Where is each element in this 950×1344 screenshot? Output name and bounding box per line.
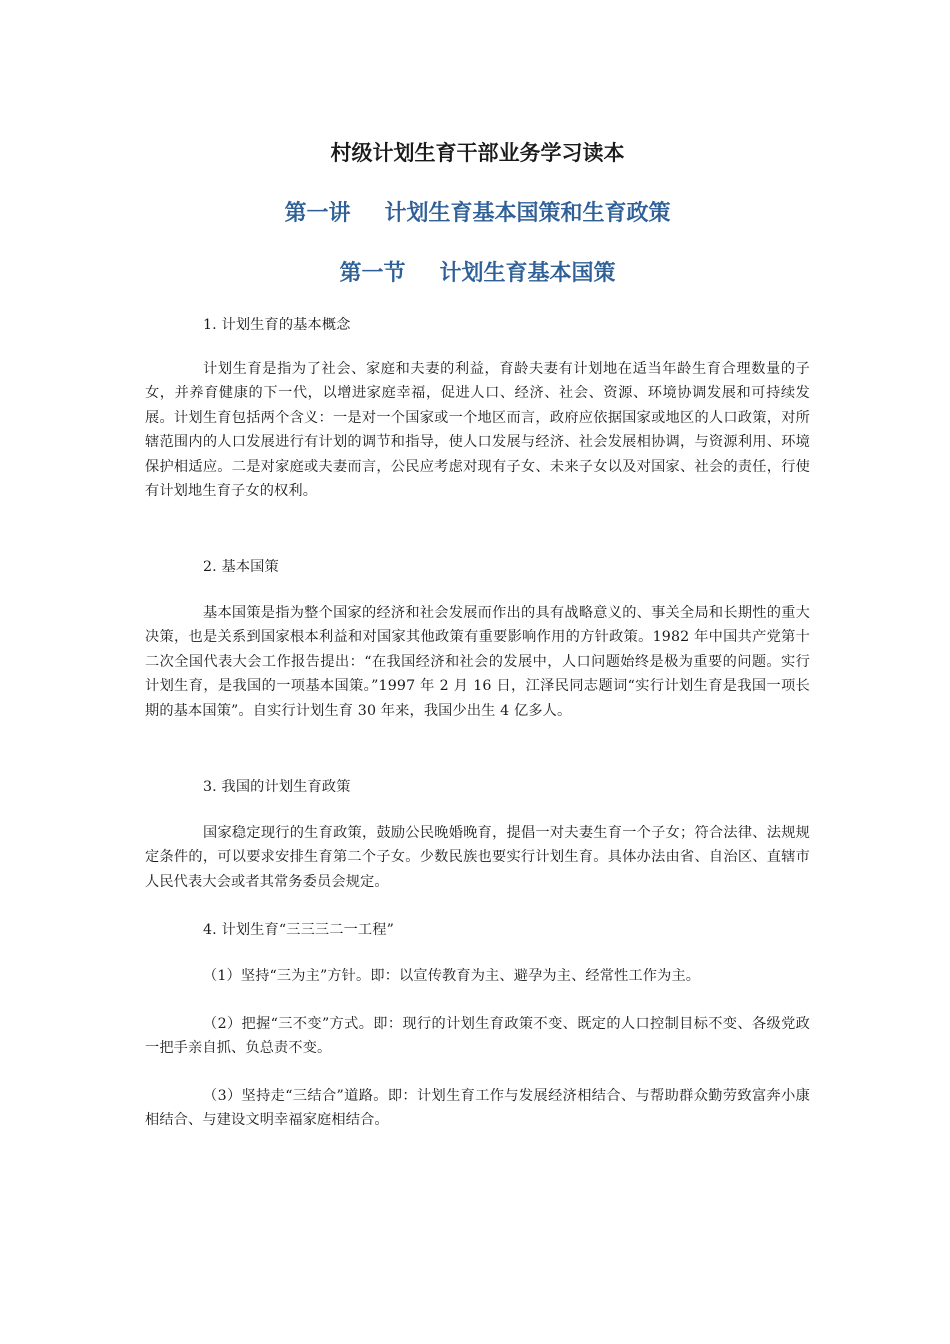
item-heading-4: 4. 计划生育“三三三二一工程” [203, 922, 395, 938]
lecture-title: 计划生育基本国策和生育政策 [384, 201, 671, 226]
lecture-number: 第一讲 [284, 201, 351, 226]
paragraph-concept: 计划生育是指为了社会、家庭和夫妻的利益，育龄夫妻有计划地在适当年龄生育合理数量的子女，并养育健康的下一代，以增进家庭幸福，促进人口、经济、社会、资源、环境协调发展和可持续发展。计划生育包括两个含义：一是对一个国家或一个地区而言，政府应依据国家或地区的人口政策，对所辖范围内的人口发展进行有计划的调节和指导，使人口发展与经济、社会发展相协调，与资源利用、环境保护相适应。二是对家庭或夫妻而言，公民应考虑对现有子女、未来子女以及对国家、社会的责任，行使有计划地生育子女的权利。 [145, 361, 810, 500]
item-heading-1: 1. 计划生育的基本概念 [203, 317, 351, 333]
section-title: 计划生育基本国策 [439, 261, 616, 286]
paragraph-point-2: （2）把握“三不变”方式。即：现行的计划生育政策不变、既定的人口控制目标不变、各级党政一把手亲自抓、负总责不变。 [145, 1016, 810, 1057]
section-number: 第一节 [339, 261, 406, 286]
lecture-heading [145, 198, 810, 230]
paragraph-basic-policy: 基本国策是指为整个国家的经济和社会发展而作出的具有战略意义的、事关全局和长期性的重大决策，也是关系到国家根本利益和对国家其他政策有重要影响作用的方针政策。1982 年中国共产党第十二次全国代表大会工作报告提出：“在我国经济和社会的发展中，人口问题始终是极为重要的问题。实行计划生育，是我国的一项基本国策。”1997 年 2 月 16 日，江泽民同志题词“实行计划生育是我国一项长期的基本国策”。自实行计划生育 30 年来，我国少出生 4 亿多人。 [145, 605, 810, 719]
section-heading [145, 258, 810, 290]
paragraph-point-3: （3）坚持走“三结合”道路。即：计划生育工作与发展经济相结合、与帮助群众勤劳致富奔小康相结合、与建设文明幸福家庭相结合。 [145, 1088, 810, 1129]
item-heading-3: 3. 我国的计划生育政策 [203, 779, 351, 795]
item-heading-2: 2. 基本国策 [203, 559, 279, 575]
paragraph-national-policy: 国家稳定现行的生育政策，鼓励公民晚婚晚育，提倡一对夫妻生育一个子女；符合法律、法规规定条件的，可以要求安排生育第二个子女。少数民族也要实行计划生育。具体办法由省、自治区、直辖市人民代表大会或者其常务委员会规定。 [145, 825, 810, 890]
paragraph-point-1: （1）坚持“三为主”方针。即：以宣传教育为主、避孕为主、经常性工作为主。 [203, 968, 701, 984]
document-title: 村级计划生育干部业务学习读本 [330, 141, 625, 165]
